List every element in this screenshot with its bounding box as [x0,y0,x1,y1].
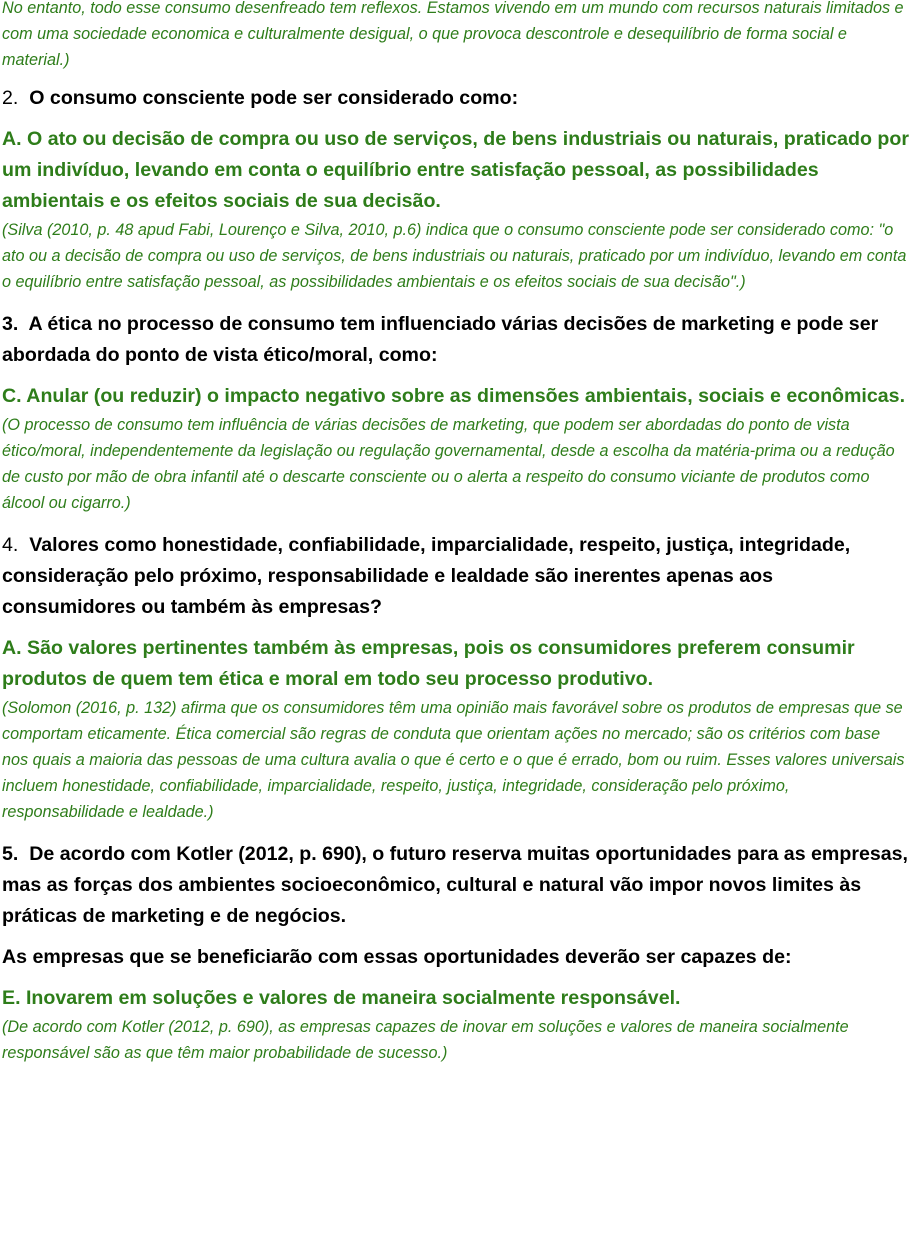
question-2-text: O consumo consciente pode ser considerado como: [29,87,519,109]
question-3-text: A ética no processo de consumo tem influenciado várias decisões de marketing e pode ser abordada do ponto de vista ético/moral, como: [2,313,879,366]
explanation-5: (De acordo com Kotler (2012, p. 690), as empresas capazes de inovar em soluções e valores de maneira socialmente responsável são as que têm maior probabilidade de sucesso.) [2,1018,849,1062]
explanation-2: (Silva (2010, p. 48 apud Fabi, Lourenço e Silva, 2010, p.6) indica que o consumo consciente pode ser considerado como: "o ato ou a decisão de compra ou uso de serviços, de bens industriais ou naturais, praticado por um indivíduo, levando em conta o equilíbrio entre satisfação pessoal, as possibilidades ambientais e os efeitos sociais de sua decisão".) [2,221,907,291]
question-2-number: 2. [2,87,19,109]
answer-2: A. O ato ou decisão de compra ou uso de serviços, de bens industriais ou naturais, praticado por um indivíduo, levando em conta o equilíbrio entre satisfação pessoal, as possibilidades ambientais e os efeitos sociais de sua decisão. [2,128,909,212]
intro-explanation: No entanto, todo esse consumo desenfreado tem reflexos. Estamos vivendo em um mundo com recursos naturais limitados e com uma sociedade economica e culturalmente desigual, o que provoca descontrole e desequilíbrio de forma social e material.) [2,0,904,69]
question-5 [2,839,910,932]
question-3-number: 3. [2,313,19,335]
explanation-3: (O processo de consumo tem influência de várias decisões de marketing, que podem ser abordadas do ponto de vista ético/moral, independentemente da legislação ou regulação governamental, desde a escolha da matéria-prima ou a redução de custo por mão de obra infantil até o descarte consciente ou o alerta a respeito do consumo viciante de produtos como álcool ou cigarro.) [2,416,895,512]
question-4-number: 4. [2,534,19,556]
answer-4: A. São valores pertinentes também às empresas, pois os consumidores preferem consumir produtos de quem tem ética e moral em todo seu processo produtivo. [2,637,855,690]
question-4 [2,530,910,623]
question-2 [2,83,910,114]
question-3 [2,309,910,371]
answer-3: C. Anular (ou reduzir) o impacto negativo sobre as dimensões ambientais, sociais e econômicas. [2,385,906,407]
question-5-text: De acordo com Kotler (2012, p. 690), o futuro reserva muitas oportunidades para as empresas, mas as forças dos ambientes socioeconômico, cultural e natural vão impor novos limites às práticas de marketing e de negócios. [2,843,908,927]
question-4-text: Valores como honestidade, confiabilidade, imparcialidade, respeito, justiça, integridade, consideração pelo próximo, responsabilidade e lealdade são inerentes apenas aos consumidores ou também às empresas? [2,534,851,618]
question-5-part2: As empresas que se beneficiarão com essas oportunidades deverão ser capazes de: [2,946,792,968]
explanation-4: (Solomon (2016, p. 132) afirma que os consumidores têm uma opinião mais favorável sobre os produtos de empresas que se comportam eticamente. Ética comercial são regras de conduta que orientam ações no mercado; são os critérios com base nos quais a maioria das pessoas de uma cultura avalia o que é certo e o que é errado, bom ou ruim. Esses valores universais incluem honestidade, confiabilidade, imparcialidade, respeito, justiça, integridade, consideração pelo próximo, responsabilidade e lealdade.) [2,699,905,821]
question-5-number: 5. [2,843,19,865]
answer-5: E. Inovarem em soluções e valores de maneira socialmente responsável. [2,987,681,1009]
